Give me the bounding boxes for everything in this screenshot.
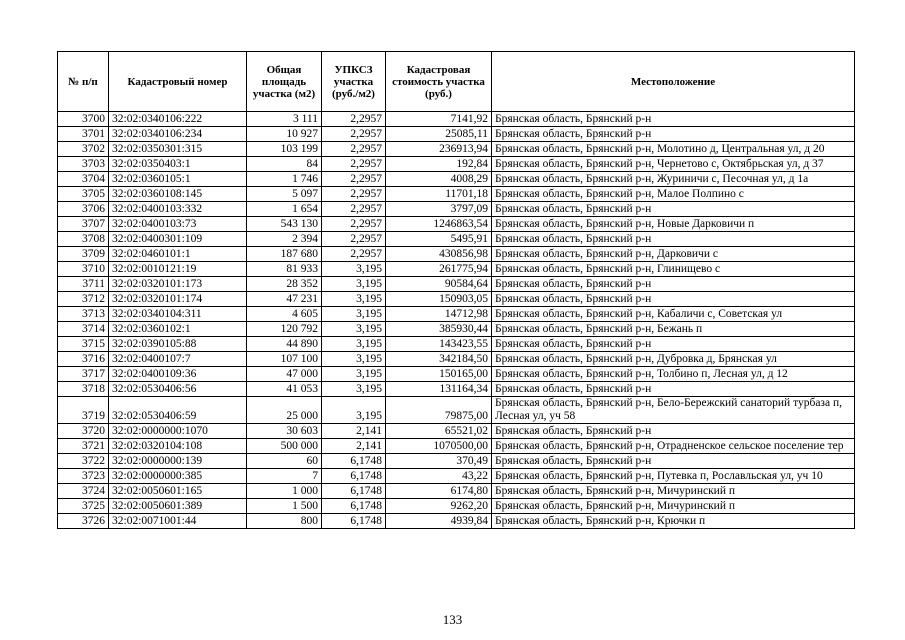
cell-cadastral-number: 32:02:0050601:389 xyxy=(109,499,247,514)
cell-area: 4 605 xyxy=(247,307,322,322)
cell-num: 3711 xyxy=(58,277,109,292)
table-row xyxy=(58,424,855,439)
table-row xyxy=(58,172,855,187)
cell-num: 3703 xyxy=(58,157,109,172)
cell-cadastral-value: 90584,64 xyxy=(386,277,492,292)
cell-area: 25 000 xyxy=(247,397,322,424)
cell-area: 3 111 xyxy=(247,112,322,127)
cell-area: 41 053 xyxy=(247,382,322,397)
table-row xyxy=(58,439,855,454)
cell-cadastral-number: 32:02:0400103:73 xyxy=(109,217,247,232)
cell-num: 3706 xyxy=(58,202,109,217)
cell-num: 3709 xyxy=(58,247,109,262)
cell-cadastral-value: 1246863,54 xyxy=(386,217,492,232)
cell-area: 2 394 xyxy=(247,232,322,247)
cell-cadastral-value: 236913,94 xyxy=(386,142,492,157)
cell-cadastral-value: 192,84 xyxy=(386,157,492,172)
cell-rate: 6,1748 xyxy=(322,514,386,529)
cell-rate: 3,195 xyxy=(322,397,386,424)
cell-location: Брянская область, Брянский р-н xyxy=(492,127,855,142)
table-row xyxy=(58,397,855,424)
cell-location: Брянская область, Брянский р-н xyxy=(492,454,855,469)
cell-location: Брянская область, Брянский р-н xyxy=(492,337,855,352)
cell-area: 500 000 xyxy=(247,439,322,454)
cell-num: 3702 xyxy=(58,142,109,157)
cell-num: 3721 xyxy=(58,439,109,454)
cell-location: Брянская область, Брянский р-н, Глинищево с xyxy=(492,262,855,277)
cell-rate: 2,2957 xyxy=(322,202,386,217)
cell-cadastral-number: 32:02:0530406:59 xyxy=(109,397,247,424)
cell-cadastral-value: 342184,50 xyxy=(386,352,492,367)
cell-cadastral-number: 32:02:0071001:44 xyxy=(109,514,247,529)
header-rate: УПКСЗ участка (руб./м2) xyxy=(322,52,386,112)
cadastral-value-table xyxy=(57,51,855,529)
cell-rate: 3,195 xyxy=(322,292,386,307)
table-row xyxy=(58,187,855,202)
cell-location: Брянская область, Брянский р-н, Чернетово с, Октябрьская ул, д 37 xyxy=(492,157,855,172)
cell-cadastral-value: 385930,44 xyxy=(386,322,492,337)
cell-location: Брянская область, Брянский р-н, Дарковичи с xyxy=(492,247,855,262)
cell-cadastral-value: 79875,00 xyxy=(386,397,492,424)
cell-rate: 3,195 xyxy=(322,262,386,277)
cell-cadastral-value: 150903,05 xyxy=(386,292,492,307)
table-row xyxy=(58,217,855,232)
cell-area: 30 603 xyxy=(247,424,322,439)
cell-area: 1 746 xyxy=(247,172,322,187)
header-location: Местоположение xyxy=(492,52,855,112)
cell-rate: 6,1748 xyxy=(322,454,386,469)
cell-cadastral-number: 32:02:0320101:173 xyxy=(109,277,247,292)
cell-area: 81 933 xyxy=(247,262,322,277)
table-row xyxy=(58,262,855,277)
table-row xyxy=(58,484,855,499)
cell-rate: 2,2957 xyxy=(322,172,386,187)
cell-cadastral-number: 32:02:0000000:139 xyxy=(109,454,247,469)
cell-area: 1 654 xyxy=(247,202,322,217)
table-row xyxy=(58,247,855,262)
cell-cadastral-value: 9262,20 xyxy=(386,499,492,514)
cell-area: 5 097 xyxy=(247,187,322,202)
cell-location: Брянская область, Брянский р-н xyxy=(492,277,855,292)
table-row xyxy=(58,127,855,142)
cell-cadastral-value: 261775,94 xyxy=(386,262,492,277)
cell-rate: 2,141 xyxy=(322,424,386,439)
header-area: Общая площадь участка (м2) xyxy=(247,52,322,112)
cell-area: 103 199 xyxy=(247,142,322,157)
cell-cadastral-value: 370,49 xyxy=(386,454,492,469)
cell-num: 3713 xyxy=(58,307,109,322)
table-row xyxy=(58,232,855,247)
table-row xyxy=(58,469,855,484)
cell-area: 47 000 xyxy=(247,367,322,382)
cell-rate: 3,195 xyxy=(322,367,386,382)
cell-location: Брянская область, Брянский р-н xyxy=(492,232,855,247)
cell-num: 3718 xyxy=(58,382,109,397)
cell-rate: 2,2957 xyxy=(322,187,386,202)
cell-area: 187 680 xyxy=(247,247,322,262)
cell-num: 3701 xyxy=(58,127,109,142)
cell-cadastral-number: 32:02:0340106:222 xyxy=(109,112,247,127)
table-row xyxy=(58,202,855,217)
cell-cadastral-number: 32:02:0400109:36 xyxy=(109,367,247,382)
cell-rate: 2,141 xyxy=(322,439,386,454)
cell-rate: 3,195 xyxy=(322,352,386,367)
cell-num: 3725 xyxy=(58,499,109,514)
cell-location: Брянская область, Брянский р-н, Журиничи с, Песочная ул, д 1а xyxy=(492,172,855,187)
header-cadastral-number: Кадастровый номер xyxy=(109,52,247,112)
cell-location: Брянская область, Брянский р-н xyxy=(492,382,855,397)
cell-cadastral-number: 32:02:0010121:19 xyxy=(109,262,247,277)
cell-cadastral-value: 6174,80 xyxy=(386,484,492,499)
cell-cadastral-value: 14712,98 xyxy=(386,307,492,322)
cell-rate: 2,2957 xyxy=(322,112,386,127)
cell-area: 543 130 xyxy=(247,217,322,232)
cell-rate: 6,1748 xyxy=(322,484,386,499)
cell-cadastral-number: 32:02:0460101:1 xyxy=(109,247,247,262)
header-cadastral-value: Кадастровая стоимость участка (руб.) xyxy=(386,52,492,112)
cell-area: 60 xyxy=(247,454,322,469)
cell-cadastral-value: 1070500,00 xyxy=(386,439,492,454)
cell-rate: 2,2957 xyxy=(322,157,386,172)
cell-cadastral-number: 32:02:0000000:385 xyxy=(109,469,247,484)
cell-location: Брянская область, Брянский р-н xyxy=(492,292,855,307)
cell-rate: 2,2957 xyxy=(322,232,386,247)
table-row xyxy=(58,142,855,157)
cell-area: 28 352 xyxy=(247,277,322,292)
cell-location: Брянская область, Брянский р-н, Дубровка д, Брянская ул xyxy=(492,352,855,367)
cell-num: 3717 xyxy=(58,367,109,382)
cell-cadastral-number: 32:02:0340104:311 xyxy=(109,307,247,322)
cell-location: Брянская область, Брянский р-н, Толбино п, Лесная ул, д 12 xyxy=(492,367,855,382)
cell-num: 3708 xyxy=(58,232,109,247)
cell-location: Брянская область, Брянский р-н, Кабаличи с, Советская ул xyxy=(492,307,855,322)
cell-cadastral-value: 4939,84 xyxy=(386,514,492,529)
table-row xyxy=(58,337,855,352)
cell-area: 120 792 xyxy=(247,322,322,337)
cell-location: Брянская область, Брянский р-н xyxy=(492,202,855,217)
cell-area: 7 xyxy=(247,469,322,484)
cell-num: 3704 xyxy=(58,172,109,187)
cell-num: 3723 xyxy=(58,469,109,484)
table-row xyxy=(58,322,855,337)
cell-location: Брянская область, Брянский р-н xyxy=(492,424,855,439)
cell-location: Брянская область, Брянский р-н, Малое Полпино с xyxy=(492,187,855,202)
cell-area: 1 500 xyxy=(247,499,322,514)
cell-rate: 3,195 xyxy=(322,322,386,337)
page-number: 133 xyxy=(442,612,463,627)
cell-location: Брянская область, Брянский р-н, Крючки п xyxy=(492,514,855,529)
table-row xyxy=(58,382,855,397)
cell-cadastral-number: 32:02:0390105:88 xyxy=(109,337,247,352)
cell-area: 800 xyxy=(247,514,322,529)
cell-area: 10 927 xyxy=(247,127,322,142)
cell-num: 3726 xyxy=(58,514,109,529)
cell-cadastral-value: 11701,18 xyxy=(386,187,492,202)
cell-num: 3720 xyxy=(58,424,109,439)
cell-rate: 6,1748 xyxy=(322,499,386,514)
cell-num: 3707 xyxy=(58,217,109,232)
cell-num: 3722 xyxy=(58,454,109,469)
cell-cadastral-value: 5495,91 xyxy=(386,232,492,247)
cell-cadastral-value: 150165,00 xyxy=(386,367,492,382)
cell-num: 3716 xyxy=(58,352,109,367)
cell-cadastral-number: 32:02:0340106:234 xyxy=(109,127,247,142)
cell-area: 107 100 xyxy=(247,352,322,367)
cell-location: Брянская область, Брянский р-н, Бело-Бережский санаторий турбаза п, Лесная ул, уч 58 xyxy=(492,397,855,424)
table-row xyxy=(58,514,855,529)
table-row xyxy=(58,292,855,307)
cell-cadastral-number: 32:02:0350301:315 xyxy=(109,142,247,157)
cell-rate: 3,195 xyxy=(322,382,386,397)
table-row xyxy=(58,277,855,292)
header-num: № п/п xyxy=(58,52,109,112)
cell-rate: 3,195 xyxy=(322,277,386,292)
table-row xyxy=(58,307,855,322)
cell-cadastral-number: 32:02:0360108:145 xyxy=(109,187,247,202)
cell-location: Брянская область, Брянский р-н, Отрадненское сельское поселение тер xyxy=(492,439,855,454)
cell-num: 3710 xyxy=(58,262,109,277)
cell-location: Брянская область, Брянский р-н, Путевка п, Рославльская ул, уч 10 xyxy=(492,469,855,484)
cell-area: 84 xyxy=(247,157,322,172)
cell-num: 3715 xyxy=(58,337,109,352)
cell-cadastral-number: 32:02:0050601:165 xyxy=(109,484,247,499)
cell-rate: 2,2957 xyxy=(322,247,386,262)
cell-num: 3724 xyxy=(58,484,109,499)
cell-location: Брянская область, Брянский р-н, Бежань п xyxy=(492,322,855,337)
cell-cadastral-value: 25085,11 xyxy=(386,127,492,142)
table-row xyxy=(58,352,855,367)
cell-cadastral-number: 32:02:0000000:1070 xyxy=(109,424,247,439)
cell-rate: 3,195 xyxy=(322,307,386,322)
cell-cadastral-number: 32:02:0400107:7 xyxy=(109,352,247,367)
table-row xyxy=(58,367,855,382)
cell-cadastral-number: 32:02:0350403:1 xyxy=(109,157,247,172)
cell-cadastral-number: 32:02:0400301:109 xyxy=(109,232,247,247)
table-row xyxy=(58,454,855,469)
cell-rate: 6,1748 xyxy=(322,469,386,484)
table-row xyxy=(58,157,855,172)
cell-num: 3705 xyxy=(58,187,109,202)
cell-location: Брянская область, Брянский р-н, Мичуринский п xyxy=(492,484,855,499)
cell-location: Брянская область, Брянский р-н, Новые Дарковичи п xyxy=(492,217,855,232)
cell-rate: 3,195 xyxy=(322,337,386,352)
cell-cadastral-value: 65521,02 xyxy=(386,424,492,439)
table-header-row xyxy=(58,52,855,112)
table-body xyxy=(58,112,855,529)
cell-area: 47 231 xyxy=(247,292,322,307)
cell-cadastral-value: 4008,29 xyxy=(386,172,492,187)
cell-cadastral-value: 3797,09 xyxy=(386,202,492,217)
cell-num: 3712 xyxy=(58,292,109,307)
cell-rate: 2,2957 xyxy=(322,217,386,232)
cell-cadastral-number: 32:02:0320104:108 xyxy=(109,439,247,454)
cell-location: Брянская область, Брянский р-н, Молотино д, Центральная ул, д 20 xyxy=(492,142,855,157)
cell-area: 44 890 xyxy=(247,337,322,352)
cell-cadastral-number: 32:02:0400103:332 xyxy=(109,202,247,217)
cell-location: Брянская область, Брянский р-н xyxy=(492,112,855,127)
cell-cadastral-number: 32:02:0360102:1 xyxy=(109,322,247,337)
table-row xyxy=(58,112,855,127)
cell-cadastral-number: 32:02:0530406:56 xyxy=(109,382,247,397)
cell-rate: 2,2957 xyxy=(322,127,386,142)
table-row xyxy=(58,499,855,514)
cell-cadastral-value: 7141,92 xyxy=(386,112,492,127)
cell-cadastral-value: 43,22 xyxy=(386,469,492,484)
cell-rate: 2,2957 xyxy=(322,142,386,157)
cell-num: 3719 xyxy=(58,397,109,424)
cell-cadastral-number: 32:02:0320101:174 xyxy=(109,292,247,307)
cell-cadastral-number: 32:02:0360105:1 xyxy=(109,172,247,187)
cell-num: 3714 xyxy=(58,322,109,337)
cell-location: Брянская область, Брянский р-н, Мичуринский п xyxy=(492,499,855,514)
cell-cadastral-value: 131164,34 xyxy=(386,382,492,397)
cell-area: 1 000 xyxy=(247,484,322,499)
cell-num: 3700 xyxy=(58,112,109,127)
cell-cadastral-value: 430856,98 xyxy=(386,247,492,262)
cell-cadastral-value: 143423,55 xyxy=(386,337,492,352)
